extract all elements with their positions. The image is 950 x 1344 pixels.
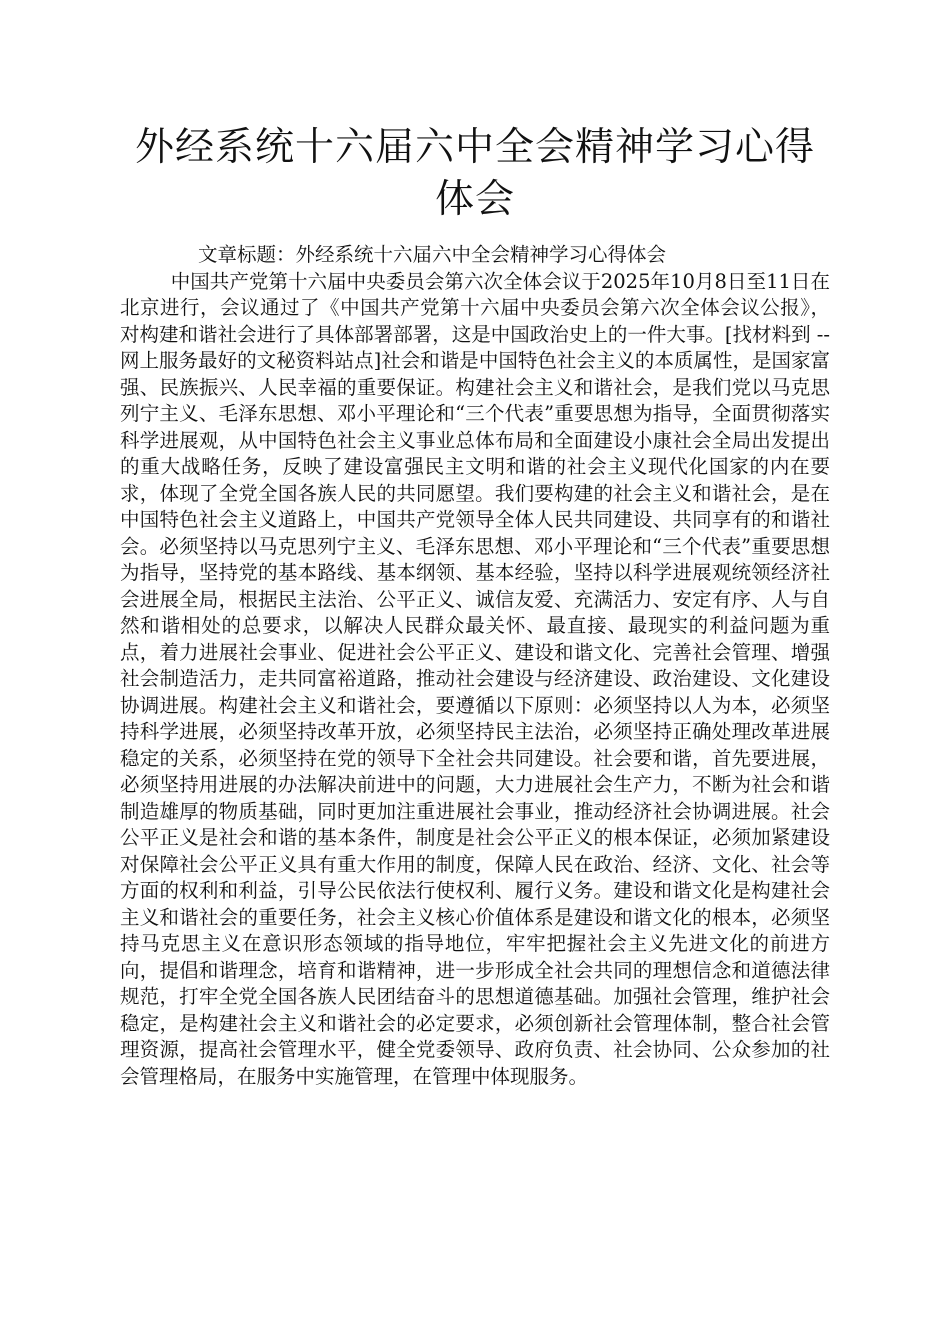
body-paragraph: 中国共产党第十六届中央委员会第六次全体会议于2025年10月8日至11日在北京进行，会议通过了《中国共产党第十六届中央委员会第六次全体会议公报》，对构建和谐社会进行了具体部署部署，这是中国政治史上的一件大事。[找材料到 --网上服务最好的文秘资料站点]社会和谐是中国特色社会主义的本质属性，是国家富强、民族振兴、人民幸福的重要保证。构建社会主义和谐社会，是我们党以马克思列宁主义、毛泽东思想、邓小平理论和“三个代表”重要思想为指导，全面贯彻落实科学进展观，从中国特色社会主义事业总体布局和全面建设小康社会全局出发提出的重大战略任务，反映了建设富强民主文明和谐的社会主义现代化国家的内在要求，体现了全党全国各族人民的共同愿望。我们要构建的社会主义和谐社会，是在中国特色社会主义道路上，中国共产党领导全体人民共同建设、共同享有的和谐社会。必须坚持以马克思列宁主义、毛泽东思想、邓小平理论和“三个代表”重要思想为指导，坚持党的基本路线、基本纲领、基本经验，坚持以科学进展观统领经济社会进展全局，根据民主法治、公平正义、诚信友爱、充满活力、安定有序、人与自然和谐相处的总要求，以解决人民群众最关怀、最直接、最现实的利益问题为重点，着力进展社会事业、促进社会公平正义、建设和谐文化、完善社会管理、增强社会制造活力，走共同富裕道路，推动社会建设与经济建设、政治建设、文化建设协调进展。构建社会主义和谐社会，要遵循以下原则：必须坚持以人为本，必须坚持科学进展，必须坚持改革开放，必须坚持民主法治，必须坚持正确处理改革进展稳定的关系，必须坚持在党的领导下全社会共同建设。社会要和谐，首先要进展，必须坚持用进展的办法解决前进中的问题，大力进展社会生产力，不断为社会和谐制造雄厚的物质基础，同时更加注重进展社会事业，推动经济社会协调进展。社会公平正义是社会和谐的基本条件，制度是社会公平正义的根本保证，必须加紧建设对保障社会公平正义具有重大作用的制度，保障人民在政治、经济、文化、社会等方面的权利和利益，引导公民依法行使权利、履行义务。建设和谐文化是构建社会主义和谐社会的重要任务，社会主义核心价值体系是建设和谐文化的根本，必须坚持马克思主义在意识形态领域的指导地位，牢牢把握社会主义先进文化的前进方向，提倡和谐理念，培育和谐精神，进一步形成全社会共同的理想信念和道德法律规范，打牢全党全国各族人民团结奋斗的思想道德基础。加强社会管理，维护社会稳定，是构建社会主义和谐社会的必定要求，必须创新社会管理体制，整合社会管理资源，提高社会管理水平，健全党委领导、政府负责、社会协同、公众参加的社会管理格局，在服务中实施管理，在管理中体现服务。 — [120, 269, 830, 1088]
document-title: 外经系统十六届六中全会精神学习心得体会 — [134, 125, 815, 222]
document-content — [120, 242, 830, 1090]
article-title-line: 文章标题：外经系统十六届六中全会精神学习心得体会 — [198, 243, 667, 266]
